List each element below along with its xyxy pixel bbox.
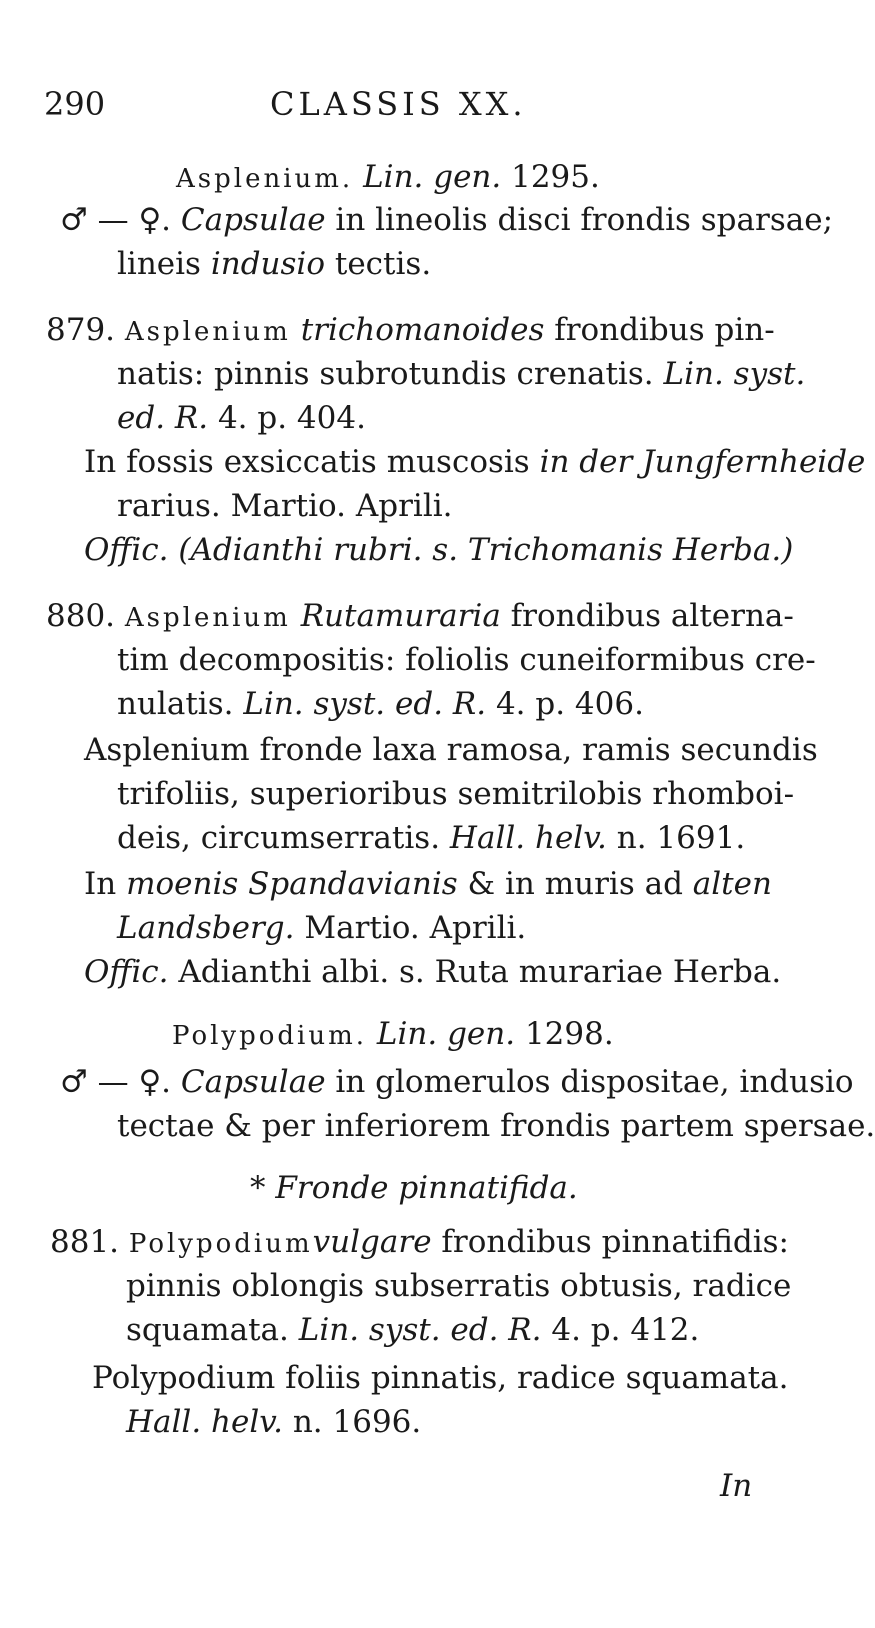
genus-character-line-2: lineis indusio tectis. [117,246,432,282]
entry-879-line-1: 879. Asplenium trichomanoides frondibus pin- [46,312,775,348]
entry-number: 881. [50,1224,120,1260]
genus-number: 1298. [524,1016,614,1052]
entry-880-line-1: 880. Asplenium Rutamuraria frondibus alterna- [46,598,794,634]
entry-881-line-2: pinnis oblongis subserratis obtusis, radice [126,1268,792,1304]
entry-880-line-9: Offic. Adianthi albi. s. Ruta murariae Herba. [84,954,782,990]
genus-character-line-1: ♂ — ♀. Capsulae in lineolis disci frondis sparsae; [60,202,834,238]
genus-name: Asplenium. [176,164,354,194]
genus-heading-asplenium [176,157,600,199]
entry-879-line-6: Offic. (Adianthi rubri. s. Trichomanis Herba.) [84,532,794,568]
running-title: CLASSIS XX. [270,85,527,123]
sex-symbols: ♂ — ♀. [60,202,172,238]
entry-879-line-5: rarius. Martio. Aprili. [117,488,453,524]
catchword: In [720,1468,753,1504]
entry-880-line-3: nulatis. Lin. syst. ed. R. 4. p. 406. [117,686,644,722]
entry-879-line-4: In fossis exsiccatis muscosis in der Jungfernheide [84,444,866,480]
entry-number: 879. [46,312,116,348]
genus-number: 1295. [511,159,600,195]
genus-heading-polypodium [172,1014,614,1056]
entry-880-line-8: Landsberg. Martio. Aprili. [117,910,527,946]
genus2-character-line-2: tectae & per inferiorem frondis partem spersae. [117,1108,875,1144]
entry-881-line-4: Polypodium foliis pinnatis, radice squamata. [92,1360,789,1396]
genus-ref: Lin. gen. [376,1016,516,1052]
page-number: 290 [44,85,106,123]
entry-879-line-2: natis: pinnis subrotundis crenatis. Lin. syst. [117,356,806,392]
entry-880-line-4: Asplenium fronde laxa ramosa, ramis secundis [84,732,818,768]
entry-881-line-3: squamata. Lin. syst. ed. R. 4. p. 412. [126,1312,700,1348]
entry-879-line-3: ed. R. 4. p. 404. [117,400,366,436]
genus-ref: Lin. gen. [363,159,502,195]
entry-number: 880. [46,598,116,634]
sex-symbols: ♂ — ♀. [60,1064,172,1100]
entry-881-line-5: Hall. helv. n. 1696. [126,1404,422,1440]
entry-880-line-5: trifoliis, superioribus semitrilobis rhomboi- [117,776,795,812]
genus2-character-line-1: ♂ — ♀. Capsulae in glomerulos dispositae, indusio [60,1064,854,1100]
entry-880-line-6: deis, circumserratis. Hall. helv. n. 1691. [117,820,746,856]
genus-name: Polypodium. [172,1021,368,1051]
entry-881-line-1: 881. Polypodiumvulgare frondibus pinnatifidis: [50,1224,789,1260]
entry-880-line-7: In moenis Spandavianis & in muris ad alten [84,866,772,902]
entry-880-line-2: tim decompositis: foliolis cuneiformibus cre- [117,642,816,678]
subheading: * Fronde pinnatifida. [250,1170,578,1206]
